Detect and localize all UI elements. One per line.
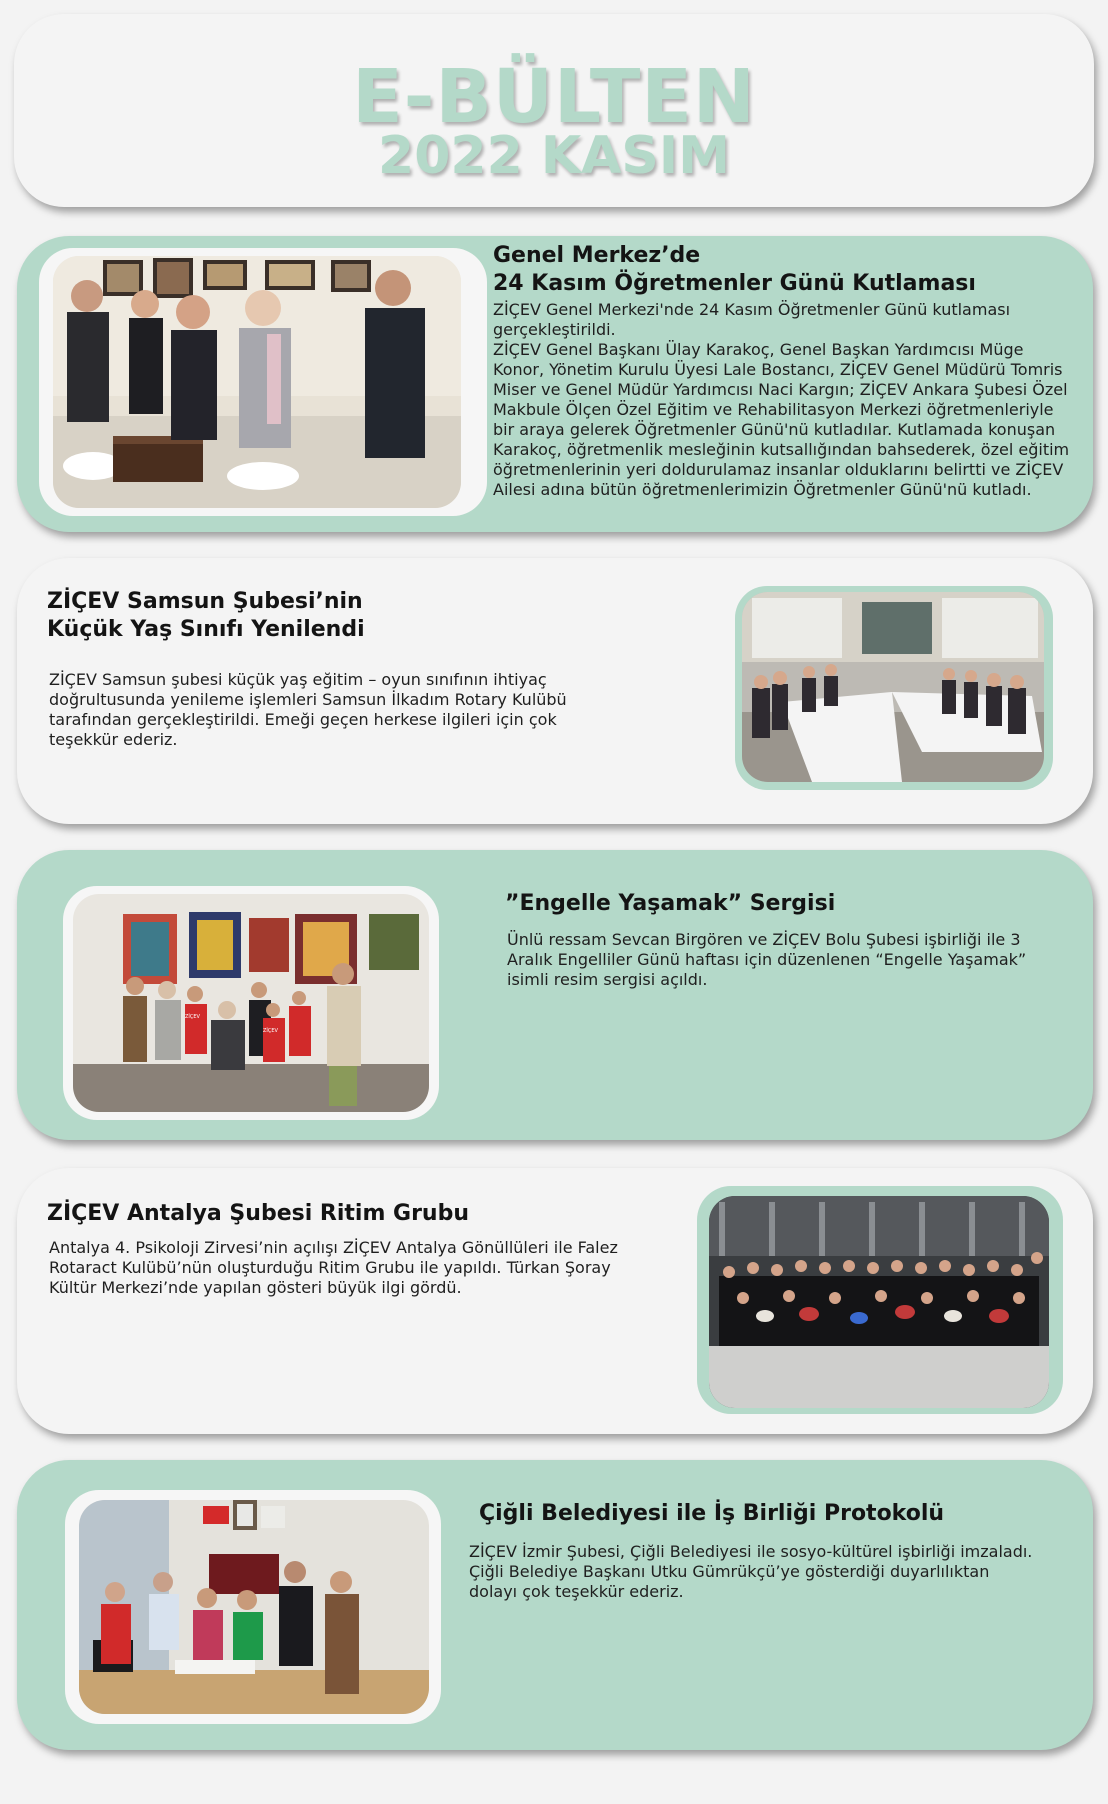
shirt-logo-text: ZİÇEV xyxy=(185,1014,200,1020)
article-card-exhibition xyxy=(17,850,1093,1140)
article-card-cigli xyxy=(17,1460,1093,1750)
page-title: E-BÜLTEN xyxy=(352,54,756,140)
article-body: ZİÇEV Genel Merkezi'nde 24 Kasım Öğretmenler Günü kutlaması gerçekleştirildi. ZİÇEV Genel Başkanı Ülay Karakoç, Genel Başkan Yardımcısı Müge Konor, Yönetim Kurulu Üyesi Lale Bostancı, ZİÇEV Genel Müdürü Tomris Miser ve Genel Müdür Yardımcısı Naci Kargın; ZİÇEV Ankara Şubesi Özel Makbule Ölçen Özel Eğitim ve Rehabilitasyon Merkezi öğretmenleriyle bir araya gelerek Öğretmenler Günü'nü kutladılar. Kutlamada konuşan Karakoç, öğretmenlik mesleğinin kutsallığından bahsederek, özel eğitim öğretmenlerinin yeri doldurulamaz insanlar olduklarını belirtti ve ZİÇEV Ailesi adına bütün öğretmenlerimizin Öğretmenler Günü'nü kutladı. xyxy=(493,300,1070,499)
photo-antalya-rhythm-group xyxy=(709,1196,1049,1408)
photo-frame xyxy=(735,586,1053,790)
article-body: Ünlü ressam Sevcan Birgören ve ZİÇEV Bolu Şubesi işbirliği ile 3 Aralık Engelliler Günü haftası için düzenlenen “Engelle Yaşamak” isimli resim sergisi açıldı. xyxy=(507,930,1027,989)
article-title: Çiğli Belediyesi ile İş Birliği Protokolü xyxy=(479,1501,945,1526)
article-title: ”Engelle Yaşamak” Sergisi xyxy=(505,891,836,916)
article-body: Antalya 4. Psikoloji Zirvesi’nin açılışı ZİÇEV Antalya Gönüllüleri ile Falez Rotaract Kulübü’nün oluşturduğu Ritim Grubu ile yapıldı. Türkan Şoray Kültür Merkezi’nde yapılan gösteri büyük ilgi gördü. xyxy=(49,1238,618,1297)
photo-cigli-protocol-signing xyxy=(79,1500,429,1714)
photo-samsun-meeting xyxy=(742,592,1044,782)
article-card-teachers-day xyxy=(17,236,1093,532)
photo-frame xyxy=(63,886,439,1120)
article-title xyxy=(47,588,647,644)
article-body: ZİÇEV İzmir Şubesi, Çiğli Belediyesi ile sosyo-kültürel işbirliği imzaladı. Çiğli Belediye Başkanı Utku Gümrükçü’ye gösterdiği duyarlılıktan dolayı çok teşekkür ederiz. xyxy=(469,1542,1033,1601)
header-banner xyxy=(14,14,1094,207)
photo-teachers-day-celebration xyxy=(53,256,461,508)
article-title: ZİÇEV Antalya Şubesi Ritim Grubu xyxy=(47,1201,470,1226)
shirt-logo-text: ZİÇEV xyxy=(263,1028,278,1034)
article-title-line1: Genel Merkez’de xyxy=(493,243,701,268)
photo-frame xyxy=(39,248,487,516)
photo-frame xyxy=(697,1186,1063,1414)
article-card-samsun xyxy=(17,558,1093,824)
article-body: ZİÇEV Samsun şubesi küçük yaş eğitim – oyun sınıfının ihtiyaç doğrultusunda yenileme işlemleri Samsun İlkadım Rotary Kulübü tarafından gerçekleştirildi. Emeği geçen herkese ilgileri için çok teşekkür ederiz. xyxy=(49,670,567,749)
article-title-line1: ZİÇEV Samsun Şubesi’nin xyxy=(47,589,363,614)
article-card-antalya xyxy=(17,1168,1093,1434)
photo-exhibition-group xyxy=(73,894,429,1112)
photo-frame xyxy=(65,1490,441,1724)
article-title xyxy=(493,242,1083,298)
article-title-line2: 24 Kasım Öğretmenler Günü Kutlaması xyxy=(493,271,976,296)
article-title-line2: Küçük Yaş Sınıfı Yenilendi xyxy=(47,617,365,642)
page-subtitle: 2022 KASIM xyxy=(378,126,730,186)
